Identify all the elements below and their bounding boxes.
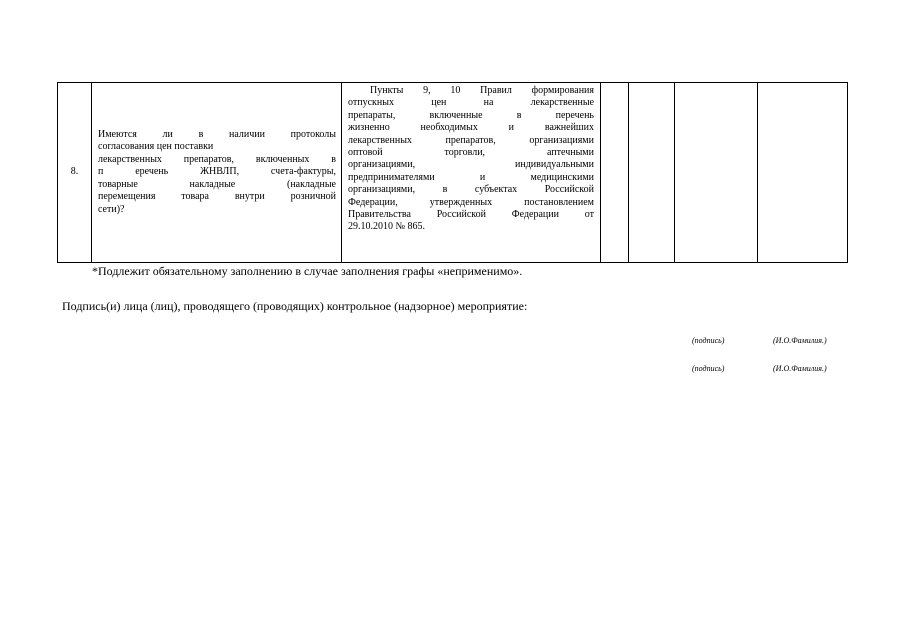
answer-cell-no[interactable] xyxy=(629,83,675,263)
legal-line: жизненно необходимых и важнейших xyxy=(348,122,594,134)
question-line: п еречень ЖНВЛП, счета-фактуры, xyxy=(98,166,336,178)
signature-label: (подпись) xyxy=(692,336,725,345)
answer-cell-not-applicable[interactable] xyxy=(675,83,758,263)
checklist-table xyxy=(57,82,848,263)
question-line: лекарственных препаратов, включенных в xyxy=(98,153,336,165)
legal-line: 29.10.2010 № 865. xyxy=(348,221,426,233)
legal-line: препараты, включенные в перечень xyxy=(348,109,594,121)
question-line: перемещения товара внутри розничной xyxy=(98,191,336,203)
answer-cell-yes[interactable] xyxy=(601,83,629,263)
table-row xyxy=(58,83,848,263)
footnote: *Подлежит обязательному заполнению в случае заполнения графы «неприменимо». xyxy=(92,264,523,278)
name-label: (И.О.Фамилия.) xyxy=(773,364,827,373)
legal-line: Правительства Российской Федерации от xyxy=(348,209,594,221)
legal-line: предпринимателями и медицинскими xyxy=(348,171,594,183)
question-cell xyxy=(92,83,342,263)
legal-line: отпускных цен на лекарственные xyxy=(348,97,594,109)
legal-line: Пункты 9, 10 Правил формирования xyxy=(370,85,594,96)
question-line: товарные накладные (накладные xyxy=(98,178,336,190)
question-line: сети)? xyxy=(98,203,125,215)
question-line: согласования цен поставки xyxy=(98,141,214,153)
legal-line: организациями, в субъектах Российской xyxy=(348,184,594,196)
row-number: 8. xyxy=(58,83,92,263)
legal-line: лекарственных препаратов, организациями xyxy=(348,134,594,146)
question-line: Имеются ли в наличии протоколы xyxy=(98,129,336,141)
signature-heading: Подпись(и) лица (лиц), проводящего (проводящих) контрольное (надзорное) мероприятие: xyxy=(62,299,528,313)
legal-basis-cell xyxy=(342,83,601,263)
legal-line: оптовой торговли, аптечными xyxy=(348,147,594,159)
name-label: (И.О.Фамилия.) xyxy=(773,336,827,345)
note-cell[interactable] xyxy=(758,83,848,263)
legal-line: организациями, индивидуальными xyxy=(348,159,594,171)
signature-label: (подпись) xyxy=(692,364,725,373)
legal-line: Федерации, утвержденных постановлением xyxy=(348,196,594,208)
